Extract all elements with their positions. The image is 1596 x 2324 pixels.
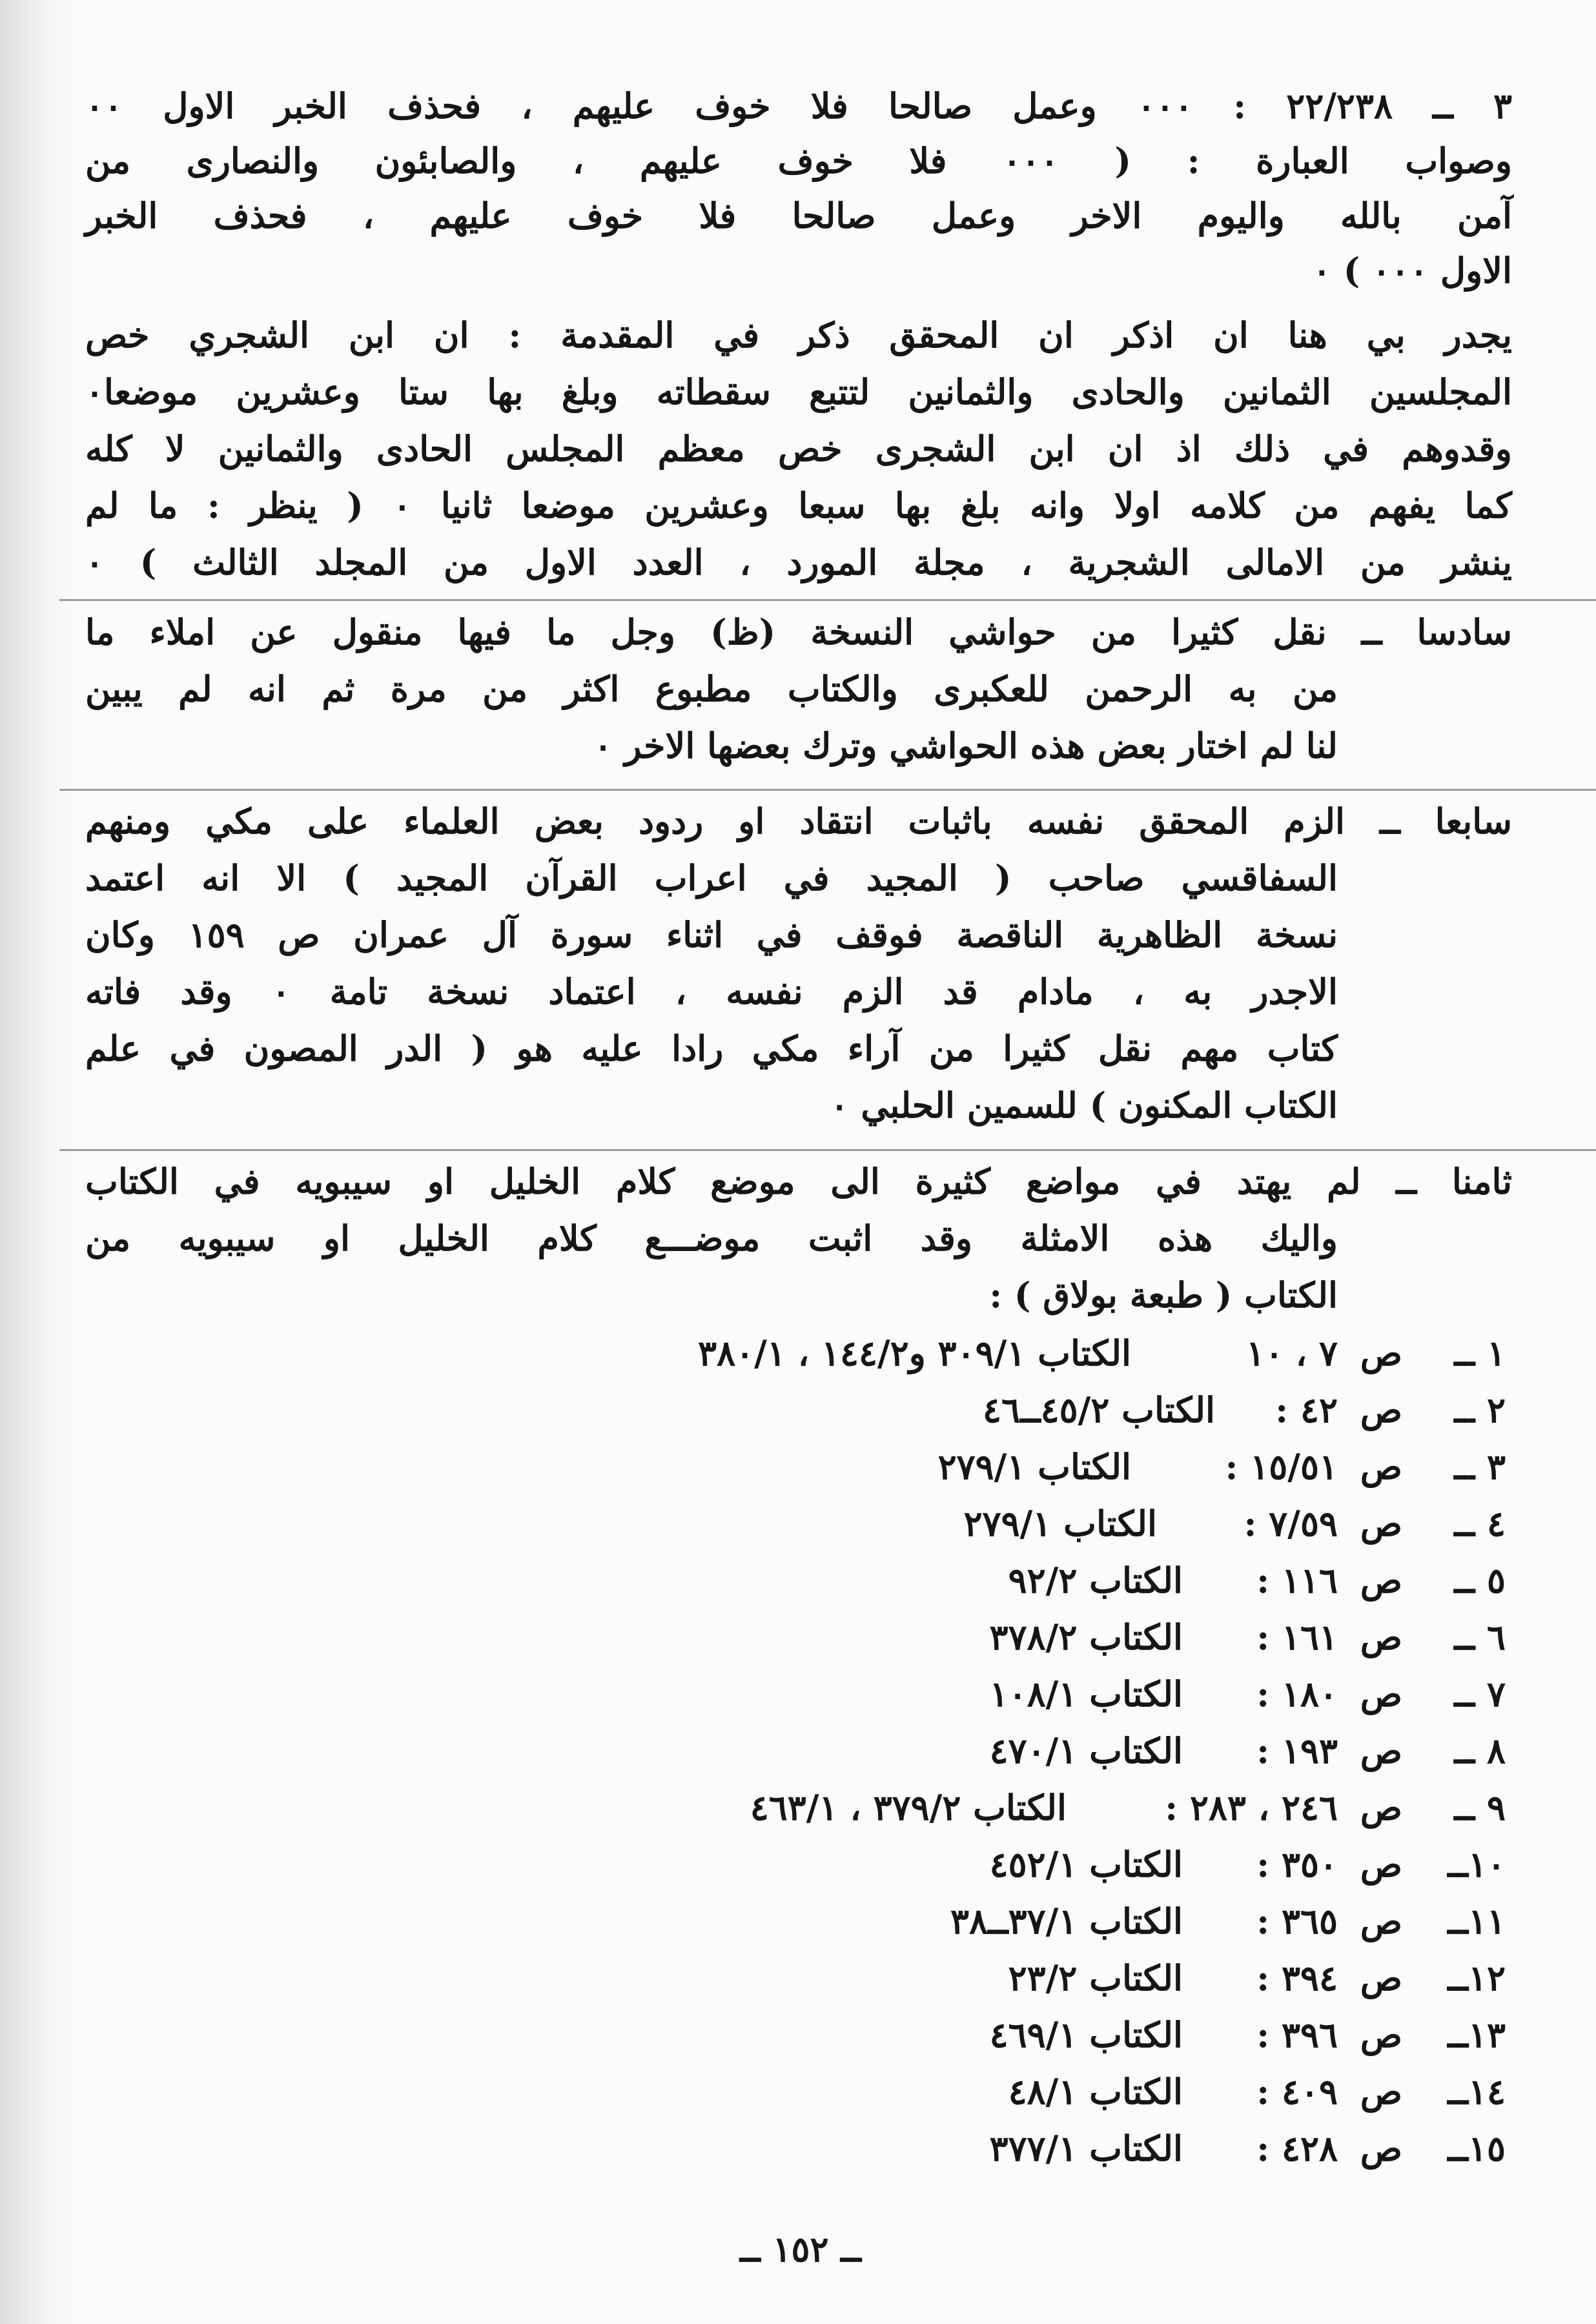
item-number: ٢ ــ bbox=[1454, 1389, 1506, 1431]
page-number-ref: ٤٢٨ : bbox=[1256, 2128, 1338, 2169]
item-number: ٩ ــ bbox=[1454, 1787, 1506, 1828]
page-number-ref: ٧/٥٩ : bbox=[1243, 1503, 1338, 1544]
list-item bbox=[0, 2120, 1596, 2177]
page-abbrev: ص bbox=[1360, 1616, 1402, 1658]
page-abbrev: ص bbox=[1360, 2014, 1402, 2055]
page-abbrev: ص bbox=[1360, 1389, 1402, 1431]
list-item bbox=[0, 1325, 1596, 1381]
page-abbrev: ص bbox=[1360, 1844, 1402, 1885]
text-line: الكتاب المكنون ) للسمين الحلبي ٠ bbox=[830, 1085, 1338, 1126]
text-line: يجدر بي هنا ان اذكر ان المحقق ذكر في المقدمة : ان ابن الشجري خص bbox=[85, 314, 1512, 356]
text-line: الاجدر به ، مادام قد الزم نفسه ، اعتماد نسخة تامة ٠ وقد فاته bbox=[85, 971, 1338, 1012]
kitab-ref: الكتاب ٣٧٩/٢ ، ٤٦٣/١ bbox=[750, 1787, 1067, 1828]
kitab-ref: الكتاب ٣٧٧/١ bbox=[989, 2128, 1183, 2169]
text-line: الاول ٠٠٠ ) ٠ bbox=[1312, 250, 1512, 291]
kitab-ref: الكتاب ٩٢/٢ bbox=[1008, 1560, 1183, 1601]
page-number-ref: ١٥/٥١ : bbox=[1225, 1446, 1338, 1487]
list-item bbox=[0, 1893, 1596, 1950]
item-number: ١٣ــ bbox=[1448, 2014, 1506, 2055]
page-abbrev: ص bbox=[1360, 1957, 1402, 1999]
item-number: ٨ ــ bbox=[1454, 1730, 1506, 1771]
list-item bbox=[0, 1438, 1596, 1495]
list-item bbox=[0, 1666, 1596, 1722]
text-line: المجلسين الثمانين والحادى والثمانين لتتبع سقطاته وبلغ بها ستا وعشرين موضعا٠ bbox=[85, 371, 1512, 413]
kitab-ref: الكتاب ٤٧٠/١ bbox=[989, 1730, 1183, 1771]
page-number-ref: ٢٤٦ ، ٢٨٣ : bbox=[1165, 1787, 1338, 1828]
text-line: الكتاب ( طبعة بولاق ) : bbox=[989, 1274, 1338, 1316]
page-abbrev: ص bbox=[1360, 1787, 1402, 1828]
text-line: وصواب العبارة : ( ٠٠٠ فلا خوف عليهم ، والصابئون والنصارى من bbox=[85, 140, 1512, 181]
item-number: ١٠ــ bbox=[1448, 1844, 1506, 1885]
list-item bbox=[0, 1950, 1596, 2006]
kitab-ref: الكتاب ١٠٨/١ bbox=[989, 1673, 1183, 1715]
kitab-ref: الكتاب ٤٥/٢ــ٤٦ bbox=[982, 1389, 1215, 1431]
kitab-ref: الكتاب ٢٧٩/١ bbox=[937, 1446, 1131, 1487]
list-item bbox=[0, 1381, 1596, 1438]
kitab-ref: الكتاب ٣٠٩/١ و١٤٤/٢ ، ٣٨٠/١ bbox=[698, 1332, 1131, 1374]
item-number: ١ ــ bbox=[1454, 1332, 1506, 1374]
text-line: كما يفهم من كلامه اولا وانه بلغ بها سبعا وعشرين موضعا ثانيا ٠ ( ينظر : ما لم bbox=[85, 485, 1512, 526]
text-line: وقدوهم في ذلك اذ ان ابن الشجرى خص معظم المجلس الحادى والثمانين لا كله bbox=[85, 428, 1512, 469]
text-line: السفاقسي صاحب ( المجيد في اعراب القرآن المجيد ) الا انه اعتمد bbox=[85, 857, 1338, 899]
page-abbrev: ص bbox=[1360, 1673, 1402, 1715]
item-number: ١٥ــ bbox=[1448, 2128, 1506, 2169]
text-line: من به الرحمن للعكبرى والكتاب مطبوع اكثر من مرة ثم انه لم يبين bbox=[85, 668, 1338, 709]
list-item bbox=[0, 2006, 1596, 2063]
kitab-ref: الكتاب ٢٧٩/١ bbox=[963, 1503, 1157, 1544]
text-line: نسخة الظاهرية الناقصة فوقف في اثناء سورة آل عمران ص ١٥٩ وكان bbox=[85, 914, 1338, 955]
list-item bbox=[0, 2063, 1596, 2120]
text-line: كتاب مهم نقل كثيرا من آراء مكي رادا عليه هو ( الدر المصون في علم bbox=[85, 1028, 1338, 1069]
list-item bbox=[0, 1722, 1596, 1779]
item-number: ٦ ــ bbox=[1454, 1616, 1506, 1658]
kitab-ref: الكتاب ٤٨/١ bbox=[1008, 2071, 1183, 2112]
separator-line bbox=[59, 599, 1596, 601]
page-number-ref: ١٩٣ : bbox=[1256, 1730, 1338, 1771]
kitab-ref: الكتاب ٣٧/١ــ٣٨ bbox=[950, 1901, 1183, 1942]
page-number-ref: ٧ ، ١٠ bbox=[1245, 1332, 1338, 1374]
list-item bbox=[0, 1609, 1596, 1666]
page-abbrev: ص bbox=[1360, 2071, 1402, 2112]
list-item bbox=[0, 1779, 1596, 1836]
text-line: سابعا ــ الزم المحقق نفسه باثبات انتقاد او ردود بعض العلماء على مكي ومنهم bbox=[85, 800, 1512, 842]
page-abbrev: ص bbox=[1360, 2128, 1402, 2169]
text-line: ثامنا ــ لم يهتد في مواضع كثيرة الى موضع كلام الخليل او سيبويه في الكتاب bbox=[85, 1161, 1512, 1202]
list-item bbox=[0, 1836, 1596, 1893]
page-number-ref: ٣٦٥ : bbox=[1256, 1901, 1338, 1942]
list-item bbox=[0, 1552, 1596, 1609]
page-number-ref: ٣٥٠ : bbox=[1256, 1844, 1338, 1885]
page-number-ref: ١٨٠ : bbox=[1256, 1673, 1338, 1715]
item-number: ٥ ــ bbox=[1454, 1560, 1506, 1601]
item-number: ١١ــ bbox=[1448, 1901, 1506, 1942]
kitab-ref: الكتاب ٤٥٢/١ bbox=[989, 1844, 1183, 1885]
page-number: ــ ١٥٢ ــ bbox=[740, 2228, 861, 2270]
kitab-ref: الكتاب ٢٣/٢ bbox=[1008, 1957, 1183, 1999]
kitab-ref: الكتاب ٤٦٩/١ bbox=[989, 2014, 1183, 2055]
list-item bbox=[0, 1495, 1596, 1552]
text-line: ينشر من الامالى الشجرية ، مجلة المورد ، العدد الاول من المجلد الثالث ) ٠ bbox=[85, 542, 1512, 583]
item-number: ٧ ــ bbox=[1454, 1673, 1506, 1715]
kitab-ref: الكتاب ٣٧٨/٢ bbox=[989, 1616, 1183, 1658]
item-number: ١٢ــ bbox=[1448, 1957, 1506, 1999]
text-line: واليك هذه الامثلة وقد اثبت موضـــع كلام الخليل او سيبويه من bbox=[85, 1218, 1338, 1259]
page-abbrev: ص bbox=[1360, 1503, 1402, 1544]
item-number: ٤ ــ bbox=[1454, 1503, 1506, 1544]
text-line: سادسا ــ نقل كثيرا من حواشي النسخة (ظ) وجل ما فيها منقول عن املاء ما bbox=[85, 611, 1512, 653]
item-number: ٣ ــ bbox=[1454, 1446, 1506, 1487]
page-abbrev: ص bbox=[1360, 1560, 1402, 1601]
page-number-ref: ٤٢ : bbox=[1275, 1389, 1338, 1431]
page-number-ref: ٣٩٤ : bbox=[1256, 1957, 1338, 1999]
text-line: آمن بالله واليوم الاخر وعمل صالحا فلا خوف عليهم ، فحذف الخبر bbox=[85, 195, 1512, 236]
page-abbrev: ص bbox=[1360, 1901, 1402, 1942]
item-number: ١٤ــ bbox=[1448, 2071, 1506, 2112]
text-line: لنا لم اختار بعض هذه الحواشي وترك بعضها الاخر ٠ bbox=[593, 725, 1338, 766]
separator-line bbox=[59, 789, 1596, 791]
page-number-ref: ٤٠٩ : bbox=[1256, 2071, 1338, 2112]
page-abbrev: ص bbox=[1360, 1730, 1402, 1771]
page-number-ref: ١٦١ : bbox=[1256, 1616, 1338, 1658]
page-number-ref: ٣٩٦ : bbox=[1256, 2014, 1338, 2055]
text-line: ٣ ــ ٢٢/٢٣٨ : ٠٠٠ وعمل صالحا فلا خوف عليهم ، فحذف الخبر الاول ٠٠ bbox=[85, 85, 1512, 127]
page-number-ref: ١١٦ : bbox=[1256, 1560, 1338, 1601]
page-abbrev: ص bbox=[1360, 1332, 1402, 1374]
page-abbrev: ص bbox=[1360, 1446, 1402, 1487]
separator-line bbox=[59, 1149, 1596, 1151]
